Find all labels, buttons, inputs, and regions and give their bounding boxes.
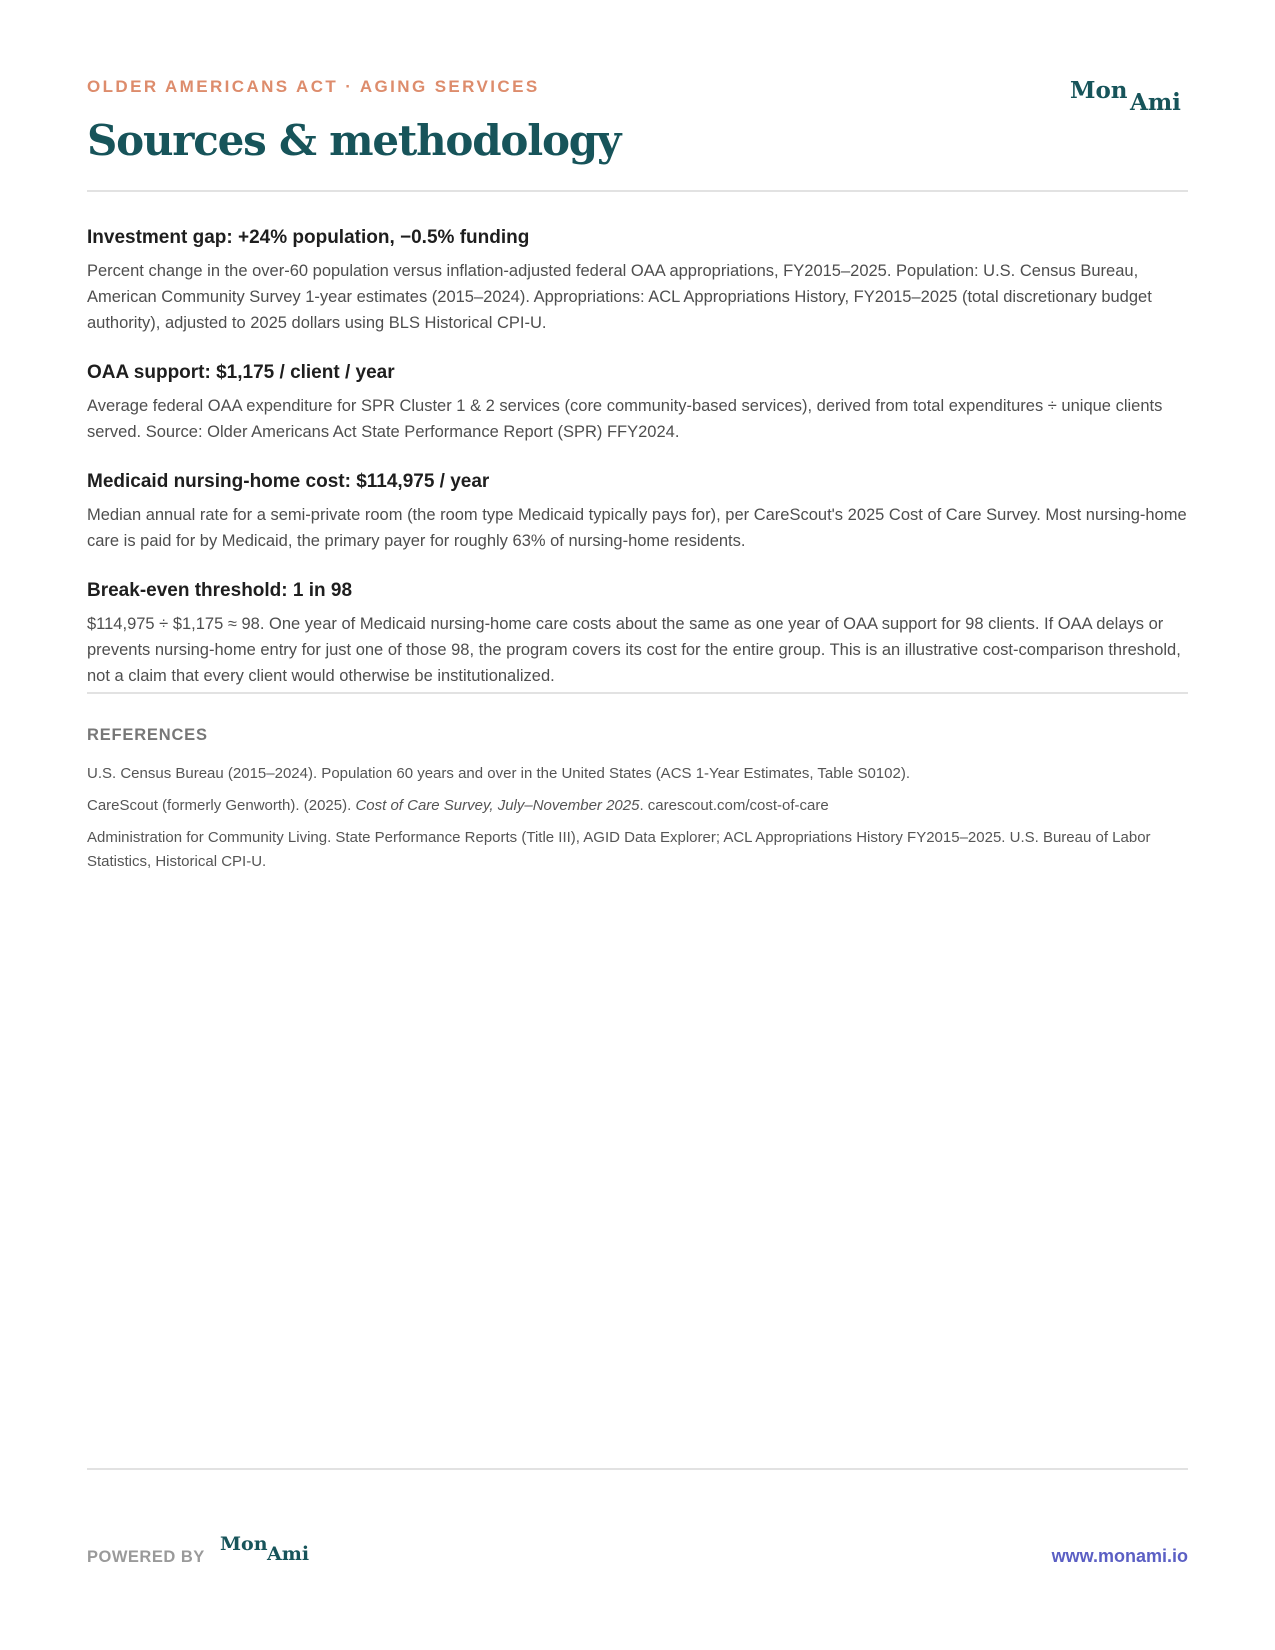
section-oaa-support (87, 359, 1188, 445)
reference-census: U.S. Census Bureau (2015–2024). Population 60 years and over in the United States (ACS 1-Year Estimates, Table S0102). (87, 765, 910, 782)
references-divider (87, 692, 1188, 694)
powered-by-label: POWERED BY (87, 1548, 205, 1566)
footer-divider (87, 1468, 1188, 1470)
page-title: Sources & methodology (87, 116, 621, 165)
website-link[interactable]: www.monami.io (1051, 1546, 1188, 1566)
section-heading: OAA support: $1,175 / client / year (87, 362, 395, 383)
references-heading: REFERENCES (87, 726, 208, 744)
references-list (87, 762, 1188, 882)
section-body: $114,975 ÷ $1,175 ≈ 98. One year of Medicaid nursing-home care costs about the same as one year of OAA support for 98 clients. If OAA delays or prevents nursing-home entry for just one of those 98, the program covers its cost for the entire group. This is an illustrative cost-comparison threshold, not a claim that every client would otherwise be institutionalized. (87, 615, 1181, 685)
reference-carescout (87, 794, 1188, 818)
section-heading: Investment gap: +24% population, −0.5% funding (87, 227, 530, 248)
section-break-even (87, 577, 1188, 689)
page (87, 0, 1188, 1650)
methodology-sections (87, 224, 1188, 712)
section-heading: Break-even threshold: 1 in 98 (87, 580, 353, 601)
section-body: Average federal OAA expenditure for SPR Cluster 1 & 2 services (core community-based services), derived from total expenditures ÷ unique clients served. Source: Older Americans Act State Performance Report (SPR) FFY2024. (87, 397, 1163, 441)
reference-carescout-suffix: . carescout.com/cost-of-care (639, 797, 829, 814)
monami-footer-logo (220, 1535, 310, 1567)
logo-text-mon: Mon (220, 1533, 268, 1555)
logo-text-ami: Ami (267, 1543, 310, 1565)
section-body: Median annual rate for a semi-private room (the room type Medicaid typically pays for), per CareScout's 2025 Cost of Care Survey. Most nursing-home care is paid for by Medicaid, the primary payer for roughly 63% of nursing-home residents. (87, 506, 1187, 550)
reference-carescout-title: Cost of Care Survey, July–November 2025 (355, 797, 640, 814)
section-body: Percent change in the over-60 population versus inflation-adjusted federal OAA appropriations, FY2015–2025. Population: U.S. Census Bureau, American Community Survey 1-year estimates (2015–2024). Appropriations: ACL Appropriations History, FY2015–2025 (total discretionary budget authority), adjusted to 2025 dollars using BLS Historical CPI-U. (87, 262, 1152, 332)
logo-text-ami: Ami (1130, 89, 1181, 116)
reference-carescout-prefix: CareScout (formerly Genworth). (2025). (87, 797, 356, 814)
eyebrow-label: OLDER AMERICANS ACT · AGING SERVICES (87, 77, 540, 96)
logo-text-mon: Mon (1070, 77, 1128, 104)
section-investment-gap (87, 224, 1188, 336)
section-medicaid-cost (87, 468, 1188, 554)
section-heading: Medicaid nursing-home cost: $114,975 / year (87, 471, 490, 492)
reference-acl: Administration for Community Living. State Performance Reports (Title III), AGID Data Explorer; ACL Appropriations History FY2015–2025. U.S. Bureau of Labor Statistics, Historical CPI-U. (87, 829, 1151, 870)
header-divider (87, 190, 1188, 192)
monami-logo (1070, 79, 1188, 119)
